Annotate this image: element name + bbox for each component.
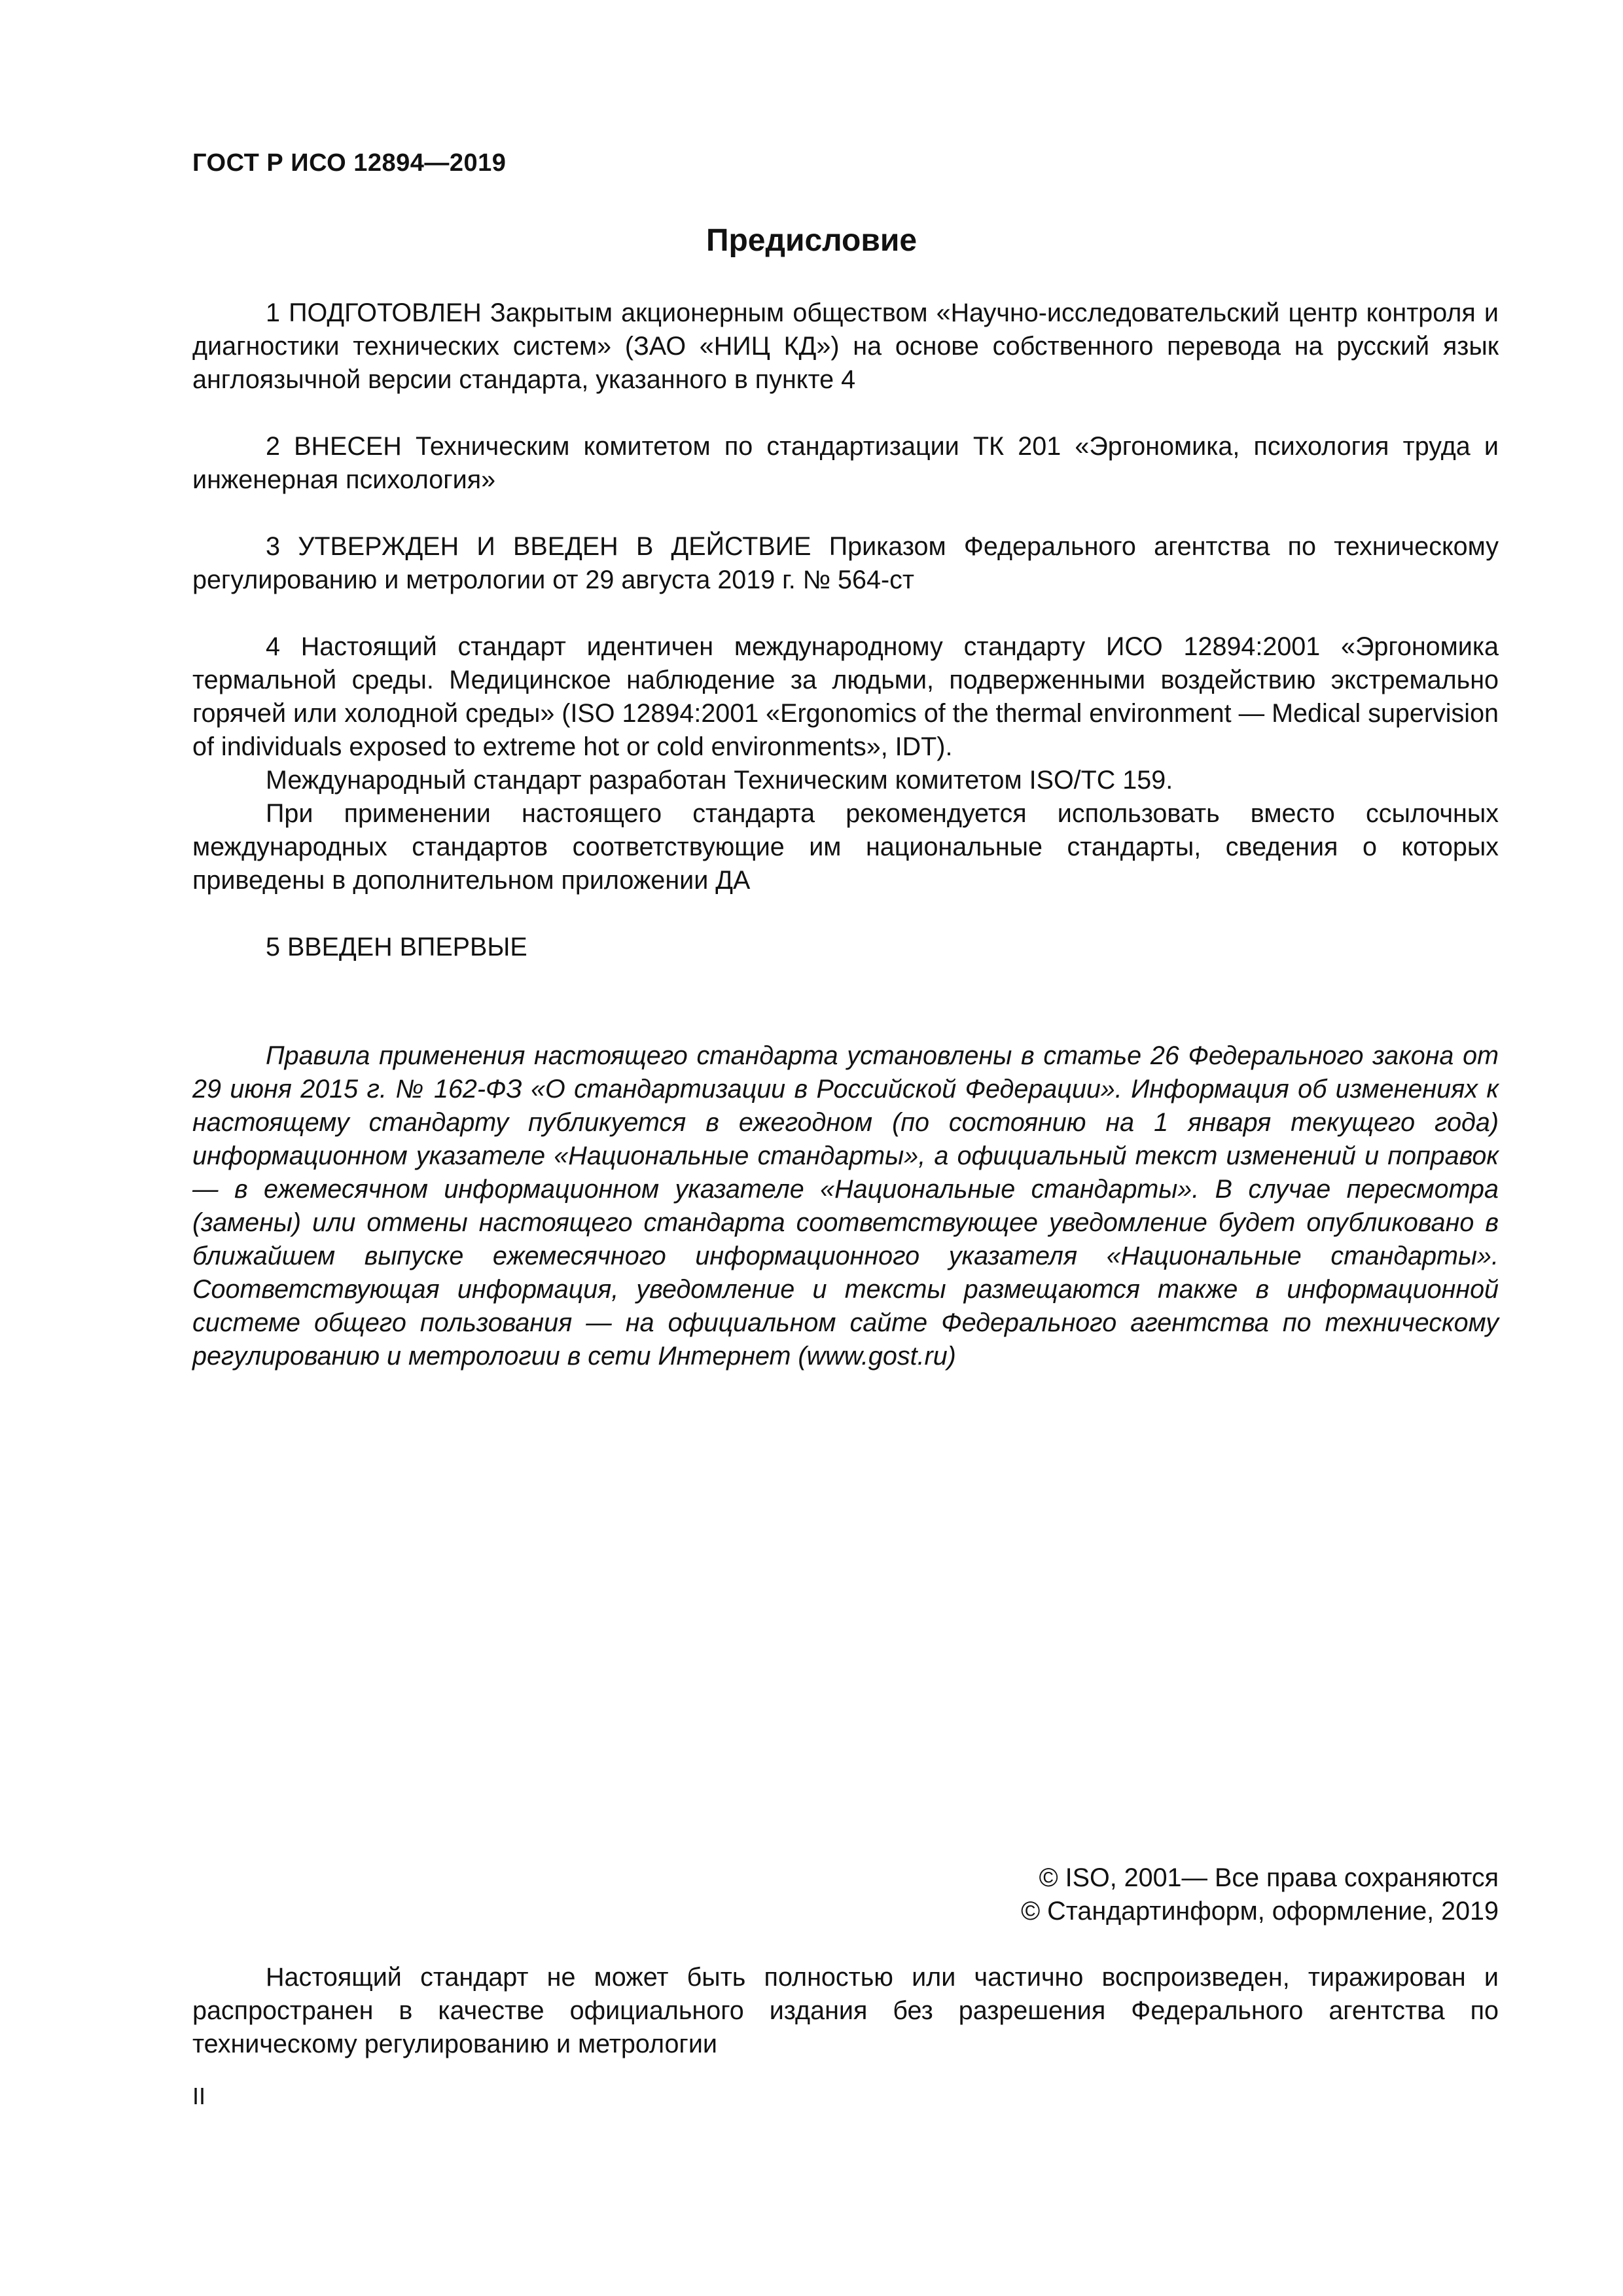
foreword-item-3: 3 УТВЕРЖДЕН И ВВЕДЕН В ДЕЙСТВИЕ Приказом Федерального агентства по техническому регулированию и метрологии от 29 августа 2019 г. № 564-ст — [192, 532, 1499, 594]
page-title: Предисловие — [705, 223, 918, 258]
foreword-item-1: 1 ПОДГОТОВЛЕН Закрытым акционерным обществом «Научно-исследовательский центр контроля и диагностики технических систем» (ЗАО «НИЦ КД») на основе собственного перевода на русский язык англоязычной версии стандарта, указанного в пункте 4 — [192, 298, 1499, 394]
reproduction-notice-block — [192, 1961, 1499, 2061]
foreword-item-4-note-1: Международный стандарт разработан Техническим комитетом ISO/TC 159. — [266, 766, 1173, 795]
standard-code-header: ГОСТ Р ИСО 12894—2019 — [192, 149, 507, 177]
page-number: II — [192, 2083, 206, 2109]
foreword-body — [192, 296, 1499, 964]
foreword-item-4: 4 Настоящий стандарт идентичен международному стандарту ИСО 12894:2001 «Эргономика термальной среды. Медицинское наблюдение за людьми, подверженными воздействию экстремально горячей или холодной среды» (ISO 12894:2001 «Ergonomics of the thermal environment — Medical supervision of individuals exposed to extreme hot or cold environments», IDT). — [192, 632, 1499, 761]
foreword-item-2: 2 ВНЕСЕН Техническим комитетом по стандартизации ТК 201 «Эргономика, психология труда и инженерная психология» — [192, 432, 1499, 494]
copyright-iso: © ISO, 2001— Все права сохраняются — [1039, 1863, 1499, 1892]
copyright-standartinform: © Стандартинформ, оформление, 2019 — [1021, 1897, 1499, 1926]
rules-notice: Правила применения настоящего стандарта установлены в статье 26 Федерального закона от 29 июня 2015 г. № 162-ФЗ «О стандартизации в Российской Федерации». Информация об изменениях к настоящему стандарту публикуется в ежегодном (по состоянию на 1 января текущего года) информационном указателе «Национальные стандарты», а официальный текст изменений и поправок — в ежемесячном информационном указателе «Национальные стандарты». В случае пересмотра (замены) или отмены настоящего стандарта соответствующее уведомление будет опубликовано в ближайшем выпуске ежемесячного информационного указателя «Национальные стандарты». Соответствующая информация, уведомление и тексты размещаются также в информационной системе общего пользования — на официальном сайте Федерального агентства по техническому регулированию и метрологии в сети Интернет (www.gost.ru) — [192, 1041, 1499, 1371]
rules-notice-block — [192, 1039, 1499, 1373]
foreword-item-5: 5 ВВЕДЕН ВПЕРВЫЕ — [266, 933, 527, 961]
foreword-item-4-note-2: При применении настоящего стандарта рекомендуется использовать вместо ссылочных международных стандартов соответствующие им национальные стандарты, сведения о которых приведены в дополнительном приложении ДА — [192, 799, 1499, 895]
copyright-block — [1021, 1861, 1499, 1928]
reproduction-notice: Настоящий стандарт не может быть полностью или частично воспроизведен, тиражирован и распространен в качестве официального издания без разрешения Федерального агентства по техническому регулированию и метрологии — [192, 1963, 1499, 2058]
